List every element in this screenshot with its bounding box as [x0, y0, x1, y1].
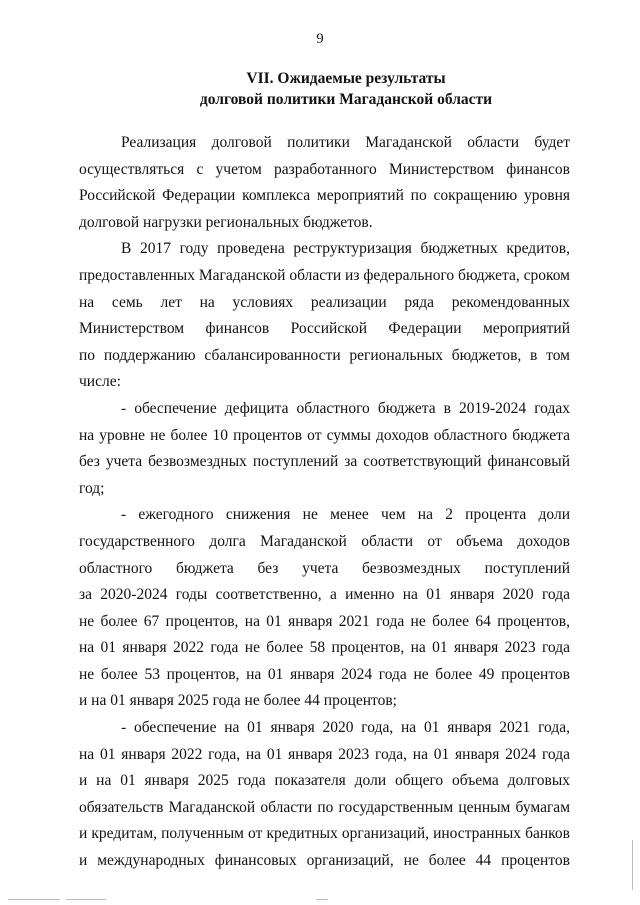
text-line: осуществляться с учетом разработанного Министерством финансов [79, 160, 570, 178]
scan-artifact [632, 840, 633, 890]
text-line: Реализация долговой политики Магаданской области будет [121, 134, 570, 151]
section-heading-line-2: долговой политики Магаданской области [199, 91, 493, 108]
text-line: - обеспечение дефицита областного бюджета в 2019-2024 годах [121, 399, 570, 417]
text-line: и международных финансовых организаций, не более 44 процентов [79, 852, 570, 870]
text-line: и на 01 января 2025 года показателя доли общего объема долговых [79, 772, 570, 790]
document-body [79, 130, 570, 875]
text-line: и кредитам, полученным от кредитных организаций, иностранных банков [79, 825, 570, 843]
text-line: на 01 января 2022 года, на 01 января 2023 года, на 01 января 2024 года [79, 745, 570, 763]
text-line: без учета безвозмездных поступлений за соответствующий финансовый [79, 453, 570, 471]
text-line: на семь лет на условиях реализации ряда рекомендованных [79, 293, 570, 311]
text-line: - ежегодного снижения не менее чем на 2 процента доли [121, 506, 570, 524]
text-line: В 2017 году проведена реструктуризация бюджетных кредитов, [121, 240, 570, 258]
paragraph-restructuring [79, 236, 570, 396]
page-number: 9 [316, 31, 324, 47]
text-line: числе: [79, 373, 121, 391]
text-line: государственного долга Магаданской области от объема доходов [79, 532, 570, 550]
text-line: областного бюджета без учета безвозмездных поступлений [79, 559, 570, 577]
text-line: - обеспечение на 01 января 2020 года, на 01 января 2021 года, [121, 719, 570, 737]
text-line: не более 67 процентов, на 01 января 2021 года не более 64 процентов, [79, 612, 570, 630]
section-heading-line-1: VII. Ожидаемые результаты [246, 70, 446, 87]
text-line: на уровне не более 10 процентов от суммы доходов областного бюджета [79, 426, 570, 444]
text-line: на 01 января 2022 года не более 58 процентов, на 01 января 2023 года [79, 639, 570, 657]
list-item-debt-reduction [79, 502, 570, 715]
text-line: за 2020-2024 годы соответственно, а именно на 01 января 2020 года [79, 586, 570, 604]
paragraph-implementation [79, 130, 570, 236]
text-line: Министерством финансов Российской Федерации мероприятий [79, 320, 570, 338]
list-item-deficit [79, 396, 570, 502]
text-line: по поддержанию сбалансированности региональных бюджетов, в том [79, 346, 570, 364]
scan-artifact [316, 899, 328, 900]
text-line: обязательств Магаданской области по государственным ценным бумагам [79, 798, 570, 816]
text-line: год; [79, 479, 105, 497]
section-heading [0, 68, 640, 110]
scan-artifact [66, 899, 106, 900]
list-item-debt-share [79, 715, 570, 875]
scan-artifact [8, 899, 60, 900]
text-line: не более 53 процентов, на 01 января 2024 года не более 49 процентов [79, 665, 570, 683]
text-line: долговой нагрузки региональных бюджетов. [79, 213, 373, 231]
text-line: Российской Федерации комплекса мероприятий по сокращению уровня [79, 187, 570, 205]
text-line: и на 01 января 2025 года не более 44 процентов; [79, 692, 397, 710]
text-line: предоставленных Магаданской области из федерального бюджета, сроком [79, 266, 570, 284]
